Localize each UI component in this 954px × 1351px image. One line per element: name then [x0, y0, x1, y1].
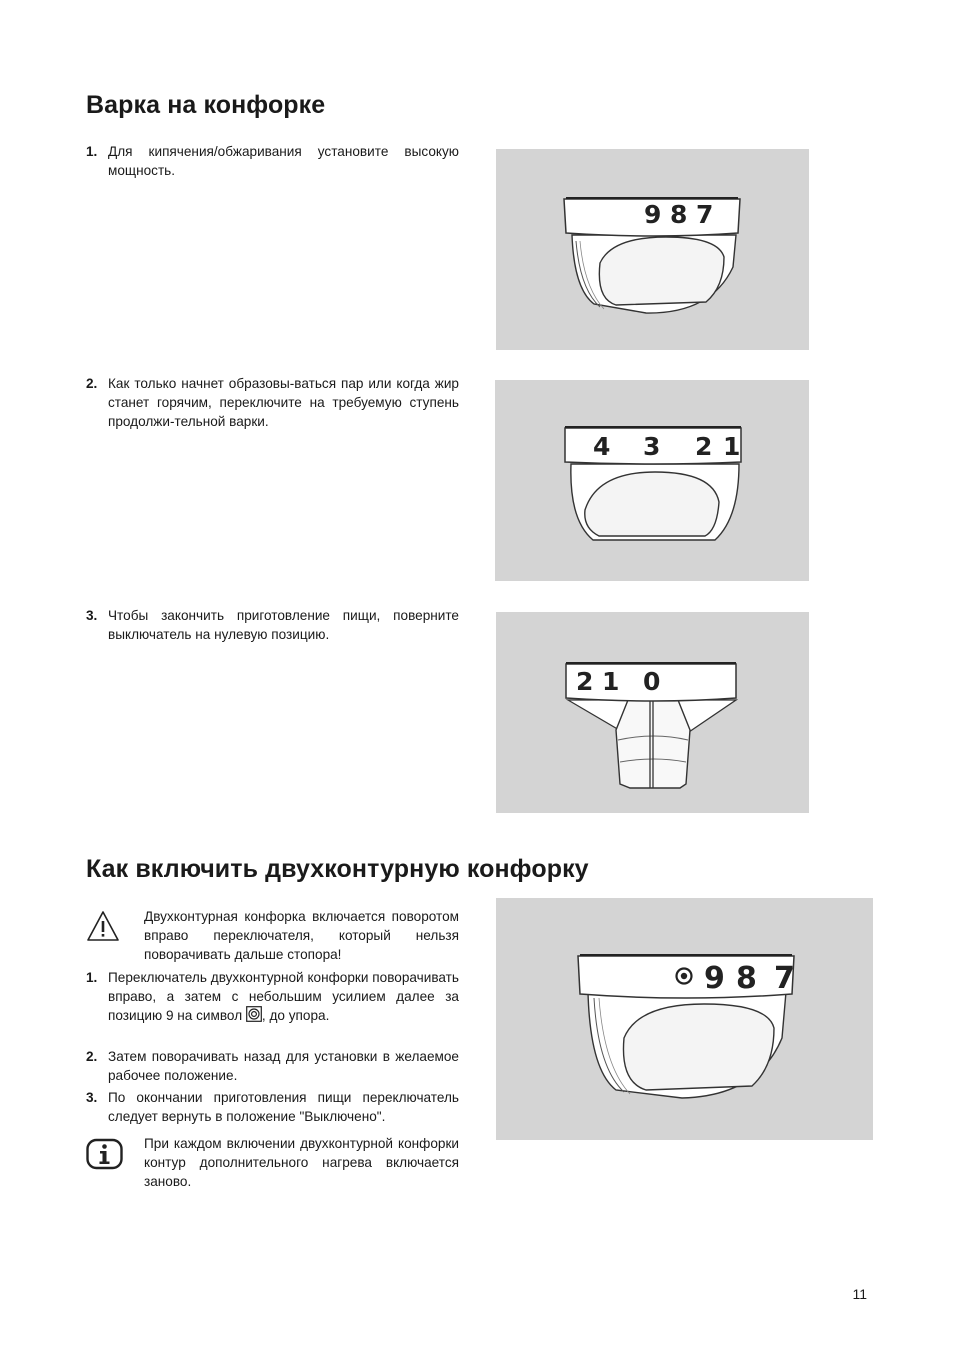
knob-figure-simmer	[495, 380, 809, 581]
warning-triangle-icon	[86, 910, 120, 947]
step-1-cooking	[86, 142, 459, 180]
dial-digit: 1	[602, 667, 620, 696]
dial-digit: 7	[696, 200, 714, 229]
step-number: 2.	[86, 1049, 98, 1064]
step-3-cooking	[86, 606, 459, 644]
knob-figure-off	[496, 612, 809, 813]
page-number: 11	[852, 1286, 867, 1302]
step-text: По окончании приготовления пищи переключатель следует вернуть в положение "Выключено".	[108, 1090, 459, 1125]
step-1-dual	[86, 968, 459, 1028]
step-number: 1.	[86, 970, 98, 985]
step-text: Затем поворачивать назад для установки в желаемое рабочее положение.	[108, 1049, 459, 1084]
dial-digit: 3	[643, 432, 661, 461]
dial-digit: 8	[736, 961, 757, 996]
dual-ring-symbol-icon	[246, 1006, 262, 1027]
dial-digit: 9	[704, 961, 725, 996]
section-title-cooking: Варка на конфорке	[86, 91, 326, 119]
step-text: Для кипячения/обжаривания установите высокую мощность.	[108, 144, 459, 179]
knob-figure-high	[496, 149, 809, 350]
dial-digit: 4	[593, 432, 611, 461]
dial-digit: 0	[643, 667, 661, 696]
section-title-dual-ring: Как включить двухконтурную конфорку	[86, 855, 589, 883]
step-2-cooking	[86, 374, 459, 432]
info-icon	[86, 1138, 124, 1175]
dial-digit: 2	[695, 432, 713, 461]
step-text	[108, 968, 459, 1028]
step-text-part: , до упора.	[261, 1008, 330, 1024]
step-2-dual	[86, 1047, 459, 1085]
step-number: 3.	[86, 1090, 98, 1105]
step-3-dual	[86, 1088, 459, 1126]
step-text: Как только начнет образовы-ваться пар или когда жир станет горячим, переключите на требуемую ступень продолжи-тельной варки.	[108, 376, 459, 430]
dial-digit: 9	[644, 200, 662, 229]
step-number: 3.	[86, 608, 98, 623]
step-text: Чтобы закончить приготовление пищи, поверните выключатель на нулевую позицию.	[108, 608, 459, 643]
step-text-part: Переключатель двухконтурной конфорки поворачивать вправо, а затем с небольшим усилием далее за позицию 9 на символ	[108, 970, 459, 1024]
dial-digit: 2	[576, 667, 594, 696]
dial-digit: 7	[774, 961, 795, 996]
dial-digit: 8	[670, 200, 688, 229]
knob-figure-dual-ring	[496, 898, 873, 1140]
step-number: 2.	[86, 376, 98, 391]
info-text: При каждом включении двухконтурной конфорки контур дополнительного нагрева включается заново.	[144, 1136, 459, 1190]
dial-digit: 1	[723, 432, 741, 461]
step-number: 1.	[86, 144, 98, 159]
warning-text: Двухконтурная конфорка включается поворотом вправо переключателя, который нельзя поворачивать дальше стопора!	[144, 909, 459, 963]
